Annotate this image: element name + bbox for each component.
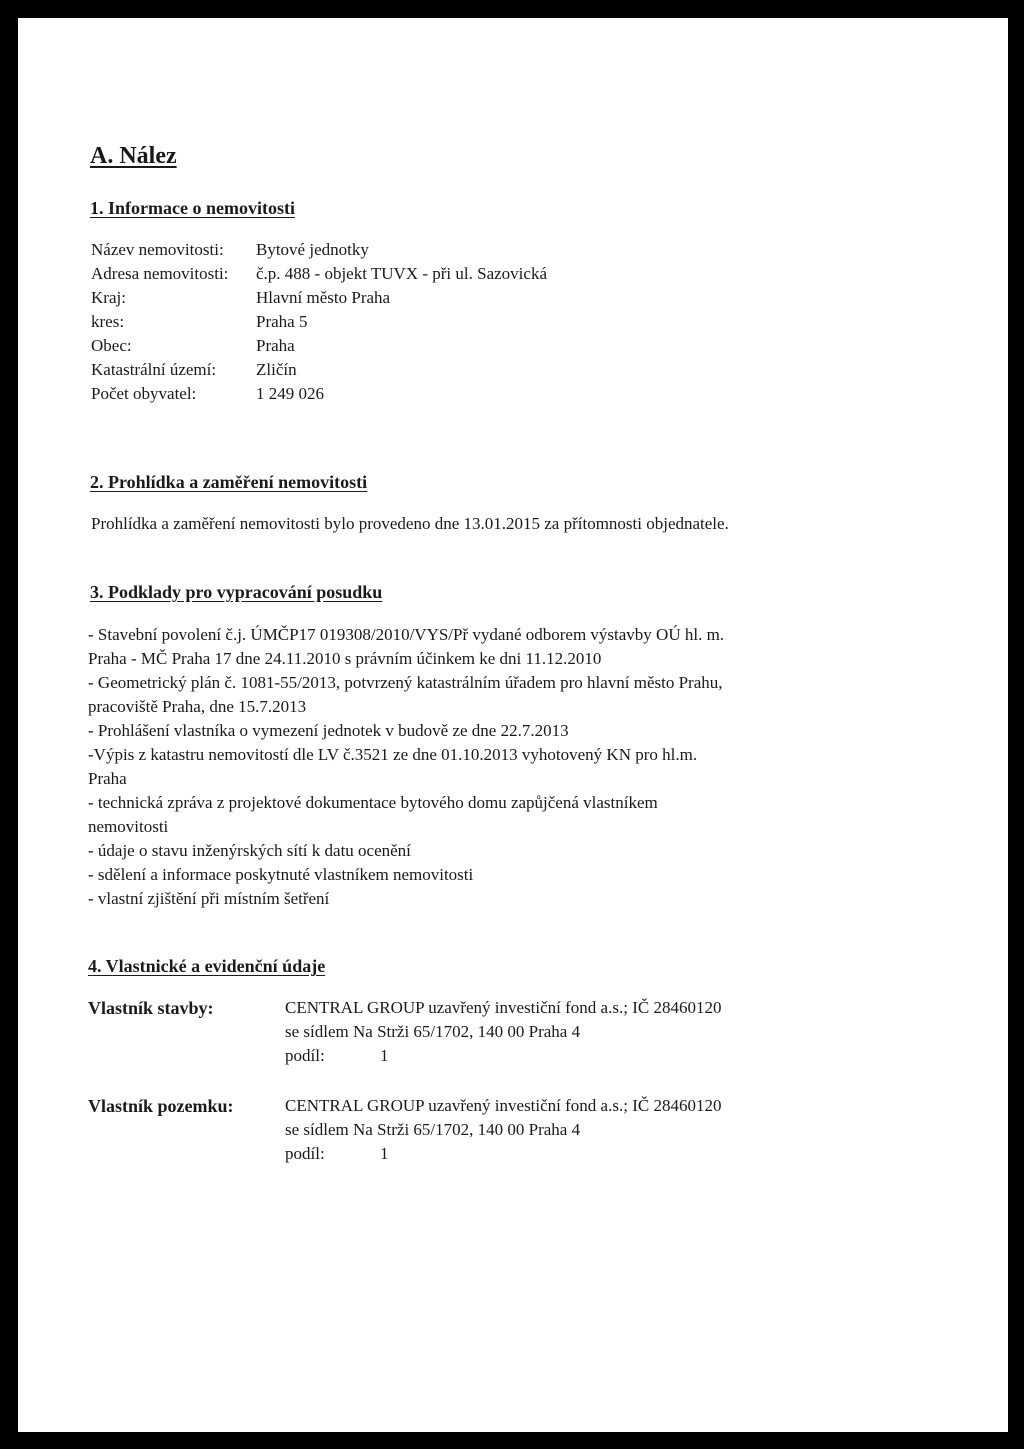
info-value: Praha [256, 336, 295, 355]
info-label: Počet obyvatel: [91, 384, 197, 403]
info-label: Název nemovitosti: [91, 240, 224, 259]
inspection-text: Prohlídka a zaměření nemovitosti bylo provedeno dne 13.01.2015 za přítomnosti objednatele. [91, 514, 729, 533]
section-2-title: 2. Prohlídka a zaměření nemovitosti [90, 472, 368, 492]
info-label: Obec: [91, 336, 132, 355]
owner-share-label: podíl: [285, 1144, 325, 1163]
owner-label: Vlastník stavby: [88, 998, 214, 1018]
source-line: nemovitosti [88, 817, 169, 836]
owner-share-label: podíl: [285, 1046, 325, 1065]
info-value: 1 249 026 [256, 384, 324, 403]
source-line: Praha - MČ Praha 17 dne 24.11.2010 s právním účinkem ke dni 11.12.2010 [88, 649, 602, 668]
info-label: Adresa nemovitosti: [91, 264, 229, 283]
page-heading: A. Nález [90, 143, 177, 169]
source-line: - údaje o stavu inženýrských sítí k datu ocenění [88, 841, 411, 860]
info-label: Kraj: [91, 288, 126, 307]
source-line: - vlastní zjištění při místním šetření [88, 889, 330, 908]
owner-share-value: 1 [380, 1046, 389, 1065]
owner-share-value: 1 [380, 1144, 389, 1163]
info-label: kres: [91, 312, 125, 331]
info-value: č.p. 488 - objekt TUVX - při ul. Sazovická [256, 264, 547, 283]
source-line: - Stavební povolení č.j. ÚMČP17 019308/2010/VYS/Př vydané odborem výstavby OÚ hl. m. [88, 625, 725, 644]
info-value: Hlavní město Praha [256, 288, 391, 307]
document-page [18, 18, 1008, 1432]
owner-name: CENTRAL GROUP uzavřený investiční fond a.s.; IČ 28460120 [285, 1096, 722, 1115]
source-line: - Prohlášení vlastníka o vymezení jednotek v budově ze dne 22.7.2013 [88, 721, 569, 740]
source-line: Praha [88, 769, 127, 788]
source-line: pracoviště Praha, dne 15.7.2013 [88, 697, 307, 716]
info-value: Praha 5 [256, 312, 308, 331]
section-4-title: 4. Vlastnické a evidenční údaje [88, 956, 326, 976]
source-line: -Výpis z katastru nemovitostí dle LV č.3521 ze dne 01.10.2013 vyhotovený KN pro hl.m. [88, 745, 698, 764]
info-value: Zličín [256, 360, 297, 379]
owner-label: Vlastník pozemku: [88, 1096, 234, 1116]
owner-address: se sídlem Na Strži 65/1702, 140 00 Praha 4 [285, 1120, 581, 1139]
section-1-title: 1. Informace o nemovitosti [90, 198, 295, 218]
section-3-title: 3. Podklady pro vypracování posudku [90, 582, 383, 602]
source-line: - Geometrický plán č. 1081-55/2013, potvrzený katastrálním úřadem pro hlavní město Prahu, [88, 673, 723, 692]
owner-address: se sídlem Na Strži 65/1702, 140 00 Praha 4 [285, 1022, 581, 1041]
info-value: Bytové jednotky [256, 240, 369, 259]
source-line: - technická zpráva z projektové dokumentace bytového domu zapůjčená vlastníkem [88, 793, 658, 812]
owner-name: CENTRAL GROUP uzavřený investiční fond a.s.; IČ 28460120 [285, 998, 722, 1017]
info-label: Katastrální území: [91, 360, 217, 379]
source-line: - sdělení a informace poskytnuté vlastníkem nemovitosti [88, 865, 474, 884]
